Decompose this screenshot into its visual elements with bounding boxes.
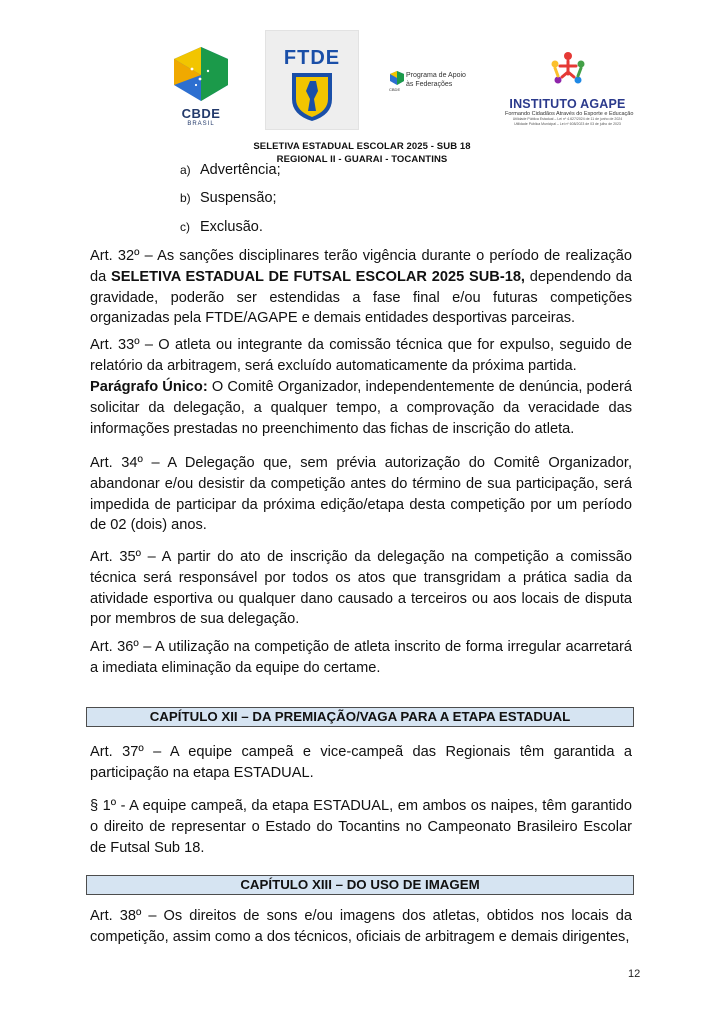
list-item-label: b) xyxy=(180,191,191,205)
ftde-name: FTDE xyxy=(283,47,341,69)
agape-name: INSTITUTO AGAPE xyxy=(509,97,626,111)
art-32-prefix: Art. 32º – xyxy=(90,248,158,264)
art-38-prefix: Art. 38º – xyxy=(90,908,164,924)
art-35-text: A partir do ato de inscrição da delegação na competição a comissão técnica será responsável por todos os atos que transgridam a prática sadia da atividade esportiva ou qualquer dano causado a terceiros ou aos locais de disputa por membros de sua delegação. xyxy=(90,549,632,628)
page-number: 12 xyxy=(628,968,641,980)
cbde-logo xyxy=(170,45,232,127)
list-item xyxy=(180,190,277,206)
art-32-bold: SELETIVA ESTADUAL DE FUTSAL ESCOLAR 2025 SUB-18, xyxy=(111,268,525,285)
list-item-text: Advertência; xyxy=(200,162,281,178)
list-item-label: c) xyxy=(180,220,190,234)
art-36-text: A utilização na competição de atleta inscrito de forma irregular acarretará a imediata eliminação da equipe do certame. xyxy=(90,639,632,676)
program-text xyxy=(406,71,466,89)
ftde-logo xyxy=(265,30,359,130)
header-title-line2: REGIONAL II - GUARAI - TOCANTINS xyxy=(276,154,448,165)
header-logos xyxy=(0,30,724,130)
art-33-prefix: Art. 33º – xyxy=(90,337,159,353)
paragrafo-unico xyxy=(90,377,632,439)
art-37-text: A equipe campeã e vice-campeã das Regionais têm garantida a participação na etapa ESTADUAL. xyxy=(90,744,632,781)
cbde-name: CBDE xyxy=(181,106,221,121)
program-text-2: às Federações xyxy=(406,81,453,88)
art-32 xyxy=(90,246,632,329)
art-34 xyxy=(90,453,632,536)
art-37-prefix: Art. 37º – xyxy=(90,744,170,760)
chapter-13-heading: CAPÍTULO XIII – DO USO DE IMAGEM xyxy=(86,875,634,895)
header-title-line1: SELETIVA ESTADUAL ESCOLAR 2025 - SUB 18 xyxy=(253,141,471,152)
paragrafo-unico-text: O Comitê Organizador, independentemente de denúncia, poderá solicitar da delegação, a qualquer tempo, a comprovação da veracidade das informações prestadas no preenchimento das fichas de inscrição do atleta. xyxy=(90,379,632,437)
paragraph-1 xyxy=(90,796,632,858)
paragrafo-unico-label: Parágrafo Único: xyxy=(90,379,208,395)
art-33-text: O atleta ou integrante da comissão técnica que for expulso, seguido de relatório da arbitragem, será excluído automaticamente da próxima partida. xyxy=(90,337,633,374)
paragraph-1-text: § 1º - A equipe campeã, da etapa ESTADUAL, em ambos os naipes, têm garantido o direito de representar o Estado do Tocantins no Campeonato Brasileiro Escolar de Futsal Sub 18. xyxy=(90,798,632,856)
art-36 xyxy=(90,637,632,679)
art-32-text-b: dependendo da gravidade, poderão ser estendidas a fase final e/ou futuras competições organizadas pela FTDE/AGAPE e demais entidades desportivas parceiras. xyxy=(90,268,632,327)
list-item xyxy=(180,162,281,178)
art-32-text-a: As sanções disciplinares terão vigência durante o período de realização da xyxy=(90,248,632,285)
cbde-sub: BRASIL xyxy=(187,121,215,127)
program-emblem-icon xyxy=(389,70,405,86)
list-item-label: a) xyxy=(180,163,191,177)
art-38 xyxy=(90,906,632,948)
agape-figures-icon xyxy=(546,50,590,90)
program-small: CBDE xyxy=(389,87,401,92)
art-35-prefix: Art. 35º – xyxy=(90,549,162,565)
agape-logo xyxy=(505,50,634,130)
art-36-prefix: Art. 36º – xyxy=(90,639,155,655)
art-34-prefix: Art. 34º – xyxy=(90,455,168,471)
list-item-text: Suspensão; xyxy=(200,190,277,206)
agape-small-2: Utilidade Pública Municipal – Lei nº 608/2023 de 03 de julho de 2023 xyxy=(514,122,621,126)
ftde-shield-icon xyxy=(288,71,336,123)
chapter-12-heading: CAPÍTULO XII – DA PREMIAÇÃO/VAGA PARA A ETAPA ESTADUAL xyxy=(86,707,634,727)
art-35 xyxy=(90,547,632,630)
list-item-text: Exclusão. xyxy=(200,219,263,235)
art-38-text: Os direitos de sons e/ou imagens dos atletas, obtidos nos locais da competição, assim como a dos técnicos, oficiais de arbitragem e demais dirigentes, xyxy=(90,908,633,945)
agape-small-1: Utilidade Pública Estadual – Lei nº 4.627/2024 de 11 de junho de 2024 xyxy=(512,117,623,121)
art-33 xyxy=(90,335,632,377)
art-37 xyxy=(90,742,632,784)
art-34-text: A Delegação que, sem prévia autorização do Comitê Organizador, abandonar e/ou desistir da competição antes do término de sua participação, será impedida de participar da próxima edição/etapa desta competição por um período de 02 (dois) anos. xyxy=(90,455,632,534)
list-item xyxy=(180,219,263,235)
program-logo xyxy=(388,70,473,94)
agape-tagline: Formando Cidadãos Através do Esporte e Educação xyxy=(505,111,634,117)
program-text-1: Programa de Apoio xyxy=(406,72,466,79)
cbde-emblem-icon xyxy=(170,45,232,103)
